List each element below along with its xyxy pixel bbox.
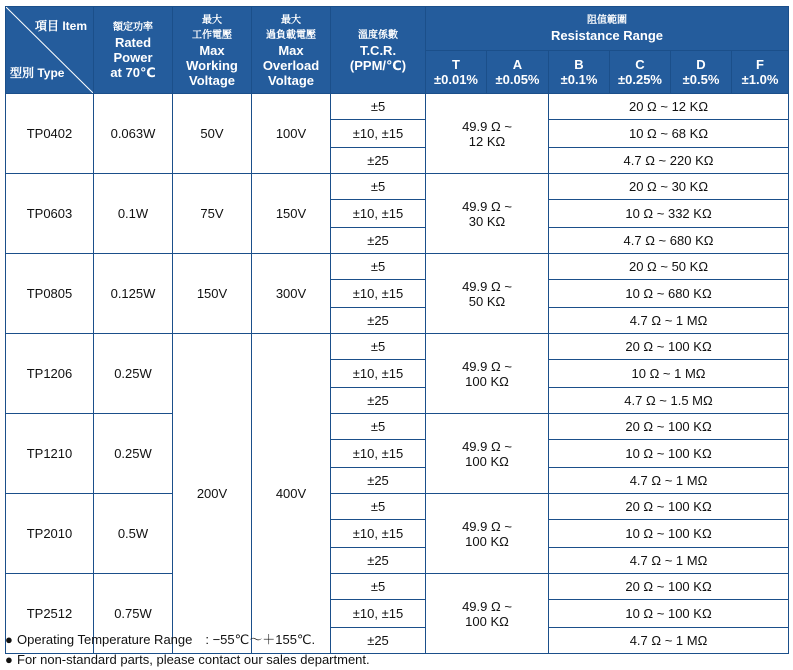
overload-voltage-cell: 300V — [252, 254, 331, 334]
tcr-cell: ±10, ±15 — [331, 280, 426, 308]
working-voltage-cell: 75V — [173, 174, 252, 254]
ta-range-cell — [426, 574, 549, 654]
tcr-cell: ±25 — [331, 308, 426, 334]
ta-range-line: 30 KΩ — [468, 213, 506, 229]
grade-tolerance: ±0.01% — [434, 71, 478, 87]
tcr-cell: ±25 — [331, 628, 426, 654]
overload-voltage-cell: 100V — [252, 94, 331, 174]
ta-range-line: 100 KΩ — [465, 453, 509, 469]
range-cell: 20 Ω ~ 100 KΩ — [549, 574, 789, 600]
grade-letter: B — [574, 56, 584, 72]
table-row — [6, 94, 789, 120]
ta-range-line: 49.9 Ω ~ — [462, 518, 512, 534]
tcr-cell: ±10, ±15 — [331, 600, 426, 628]
grade-letter: C — [635, 56, 645, 72]
bullet-icon: ● — [5, 632, 13, 647]
overload-voltage-zh1: 最大 — [281, 14, 301, 26]
type-cell: TP2512 — [6, 574, 94, 654]
grade-header-c — [610, 50, 671, 94]
tcr-cell: ±10, ±15 — [331, 520, 426, 548]
working-voltage-cell: 150V — [173, 254, 252, 334]
grade-header-a — [487, 50, 549, 94]
working-voltage-en1: Max — [199, 42, 225, 58]
ta-range-cell — [426, 334, 549, 414]
working-voltage-zh1: 最大 — [202, 14, 222, 26]
ta-range-line: 49.9 Ω ~ — [462, 118, 512, 134]
grade-tolerance: ±0.1% — [560, 71, 598, 87]
tcr-cell: ±5 — [331, 574, 426, 600]
ta-range-line: 49.9 Ω ~ — [462, 598, 512, 614]
ta-range-line: 49.9 Ω ~ — [462, 198, 512, 214]
bullet-icon: ● — [5, 652, 13, 667]
tcr-cell: ±10, ±15 — [331, 360, 426, 388]
grade-letter: F — [756, 56, 764, 72]
ta-range-line: 50 KΩ — [468, 293, 506, 309]
grade-tolerance: ±1.0% — [741, 71, 779, 87]
working-voltage-shared-cell: 200V — [173, 334, 252, 654]
range-cell: 4.7 Ω ~ 1.5 MΩ — [549, 388, 789, 414]
range-cell: 4.7 Ω ~ 1 MΩ — [549, 628, 789, 654]
type-cell: TP1210 — [6, 414, 94, 494]
ta-range-cell — [426, 94, 549, 174]
tcr-cell: ±10, ±15 — [331, 120, 426, 148]
grade-header-f — [732, 50, 789, 94]
range-cell: 4.7 Ω ~ 1 MΩ — [549, 468, 789, 494]
range-cell: 10 Ω ~ 332 KΩ — [549, 200, 789, 228]
ta-range-line: 49.9 Ω ~ — [462, 438, 512, 454]
overload-voltage-cell: 150V — [252, 174, 331, 254]
table-row — [6, 414, 789, 440]
type-cell: TP2010 — [6, 494, 94, 574]
item-type-header — [6, 7, 94, 94]
tcr-cell: ±25 — [331, 388, 426, 414]
table-row — [6, 574, 789, 600]
type-cell: TP0402 — [6, 94, 94, 174]
power-header-en3: at 70℃ — [110, 65, 156, 80]
range-cell: 4.7 Ω ~ 680 KΩ — [549, 228, 789, 254]
ta-range-cell — [426, 494, 549, 574]
tcr-cell: ±10, ±15 — [331, 440, 426, 468]
power-header-en2: Power — [113, 50, 153, 65]
range-cell: 20 Ω ~ 100 KΩ — [549, 414, 789, 440]
type-cell: TP1206 — [6, 334, 94, 414]
power-cell: 0.25W — [94, 334, 173, 414]
range-cell: 4.7 Ω ~ 1 MΩ — [549, 308, 789, 334]
tcr-cell: ±25 — [331, 548, 426, 574]
tcr-header — [331, 7, 426, 94]
range-cell: 10 Ω ~ 68 KΩ — [549, 120, 789, 148]
tcr-cell: ±5 — [331, 414, 426, 440]
range-cell: 10 Ω ~ 100 KΩ — [549, 520, 789, 548]
grade-letter: A — [512, 56, 523, 72]
range-cell: 10 Ω ~ 680 KΩ — [549, 280, 789, 308]
tcr-cell: ±25 — [331, 468, 426, 494]
ta-range-line: 100 KΩ — [465, 613, 509, 629]
tcr-cell: ±5 — [331, 334, 426, 360]
grade-header-d — [671, 50, 732, 94]
overload-voltage-en1: Max — [278, 42, 304, 58]
tcr-cell: ±25 — [331, 148, 426, 174]
power-header-en1: Rated — [114, 35, 152, 50]
power-cell: 0.5W — [94, 494, 173, 574]
table-row — [6, 254, 789, 280]
range-cell: 10 Ω ~ 100 KΩ — [549, 440, 789, 468]
footnote-text: For non-standard parts, please contact our sales department. — [17, 652, 370, 667]
tcr-cell: ±10, ±15 — [331, 200, 426, 228]
power-cell: 0.75W — [94, 574, 173, 654]
working-voltage-zh2: 工作電壓 — [192, 29, 232, 41]
grade-header-t — [426, 50, 487, 94]
table-row — [6, 494, 789, 520]
range-cell: 20 Ω ~ 100 KΩ — [549, 334, 789, 360]
ta-range-cell — [426, 174, 549, 254]
footnote-text: Operating Temperature Range : −55℃～＋155℃. — [17, 632, 316, 647]
tcr-cell: ±5 — [331, 174, 426, 200]
power-cell: 0.1W — [94, 174, 173, 254]
tcr-cell: ±5 — [331, 254, 426, 280]
range-cell: 20 Ω ~ 12 KΩ — [549, 94, 789, 120]
grade-header-b — [549, 50, 610, 94]
tcr-header-en2: (PPM/℃) — [349, 57, 407, 73]
range-cell: 20 Ω ~ 50 KΩ — [549, 254, 789, 280]
resistance-range-zh: 阻值範圍 — [587, 15, 628, 27]
resistance-range-en: Resistance Range — [551, 28, 664, 44]
power-header — [94, 7, 173, 94]
power-cell: 0.25W — [94, 414, 173, 494]
ta-range-line: 49.9 Ω ~ — [462, 278, 512, 294]
table-row — [6, 174, 789, 200]
overload-voltage-zh2: 過負載電壓 — [266, 29, 316, 41]
power-header-zh: 額定功率 — [113, 22, 153, 33]
type-label: 型別 Type — [10, 66, 65, 80]
overload-voltage-header — [252, 7, 331, 94]
working-voltage-cell: 50V — [173, 94, 252, 174]
range-cell: 20 Ω ~ 100 KΩ — [549, 494, 789, 520]
resistor-spec-table — [5, 6, 789, 654]
grade-letter: T — [452, 56, 460, 72]
type-cell: TP0805 — [6, 254, 94, 334]
grade-tolerance: ±0.25% — [618, 71, 662, 87]
grade-tolerance: ±0.5% — [682, 71, 720, 87]
tcr-cell: ±5 — [331, 494, 426, 520]
table-row — [6, 334, 789, 360]
ta-range-cell — [426, 254, 549, 334]
ta-range-cell — [426, 414, 549, 494]
power-cell: 0.063W — [94, 94, 173, 174]
range-cell: 4.7 Ω ~ 220 KΩ — [549, 148, 789, 174]
tcr-cell: ±25 — [331, 228, 426, 254]
range-cell: 10 Ω ~ 1 MΩ — [549, 360, 789, 388]
tcr-header-en1: T.C.R. — [359, 42, 397, 58]
type-cell: TP0603 — [6, 174, 94, 254]
footnotes — [5, 630, 370, 670]
ta-range-line: 100 KΩ — [465, 373, 509, 389]
tcr-cell: ±5 — [331, 94, 426, 120]
tcr-header-zh: 溫度係數 — [358, 29, 398, 41]
ta-range-line: 100 KΩ — [465, 533, 509, 549]
overload-voltage-en3: Voltage — [268, 72, 314, 88]
footnote-temperature — [5, 630, 370, 650]
range-cell: 10 Ω ~ 100 KΩ — [549, 600, 789, 628]
range-cell: 4.7 Ω ~ 1 MΩ — [549, 548, 789, 574]
resistance-range-header — [426, 7, 789, 51]
overload-voltage-shared-cell: 400V — [252, 334, 331, 654]
grade-letter: D — [696, 56, 706, 72]
working-voltage-en3: Voltage — [189, 72, 235, 88]
range-cell: 20 Ω ~ 30 KΩ — [549, 174, 789, 200]
item-label: 項目 Item — [34, 19, 87, 33]
ta-range-line: 12 KΩ — [468, 133, 506, 149]
working-voltage-en2: Working — [186, 57, 238, 73]
grade-tolerance: ±0.05% — [495, 71, 540, 87]
overload-voltage-en2: Overload — [262, 57, 320, 73]
ta-range-line: 49.9 Ω ~ — [462, 358, 512, 374]
working-voltage-header — [173, 7, 252, 94]
footnote-contact — [5, 650, 370, 670]
power-cell: 0.125W — [94, 254, 173, 334]
